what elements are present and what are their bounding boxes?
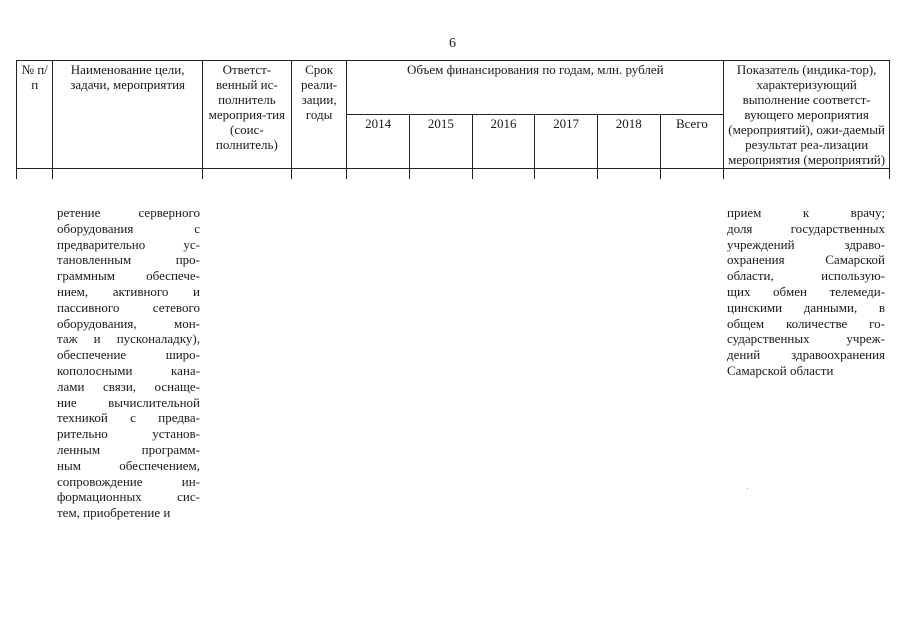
program-table [16, 60, 890, 179]
indicator-description-line: учреждений здраво- [727, 236, 885, 252]
activity-description-line: тановленным про- [57, 252, 200, 268]
activity-description-line: ленным программ- [57, 441, 200, 457]
header-year-2015: 2015 [410, 115, 473, 169]
indicator-description-line: щих обмен телемеди- [727, 283, 885, 299]
activity-description-line: таж и пусконаладку), [57, 331, 200, 347]
activity-description-line: ным обеспечением, [57, 457, 200, 473]
indicator-description-line: Самарской области [727, 362, 834, 378]
indicator-description-line: области, использую- [727, 268, 885, 284]
activity-description-line: сопровождение ин- [57, 473, 200, 489]
activity-description-line: граммным обеспече- [57, 268, 200, 284]
activity-description-line: лами связи, оснаще- [57, 378, 200, 394]
activity-description-line: нием, активного и [57, 283, 200, 299]
header-year-2017: 2017 [535, 115, 598, 169]
activity-description-line: формационных сис- [57, 489, 200, 505]
header-term: Срок реали-зации, годы [291, 61, 347, 169]
header-year-2018: 2018 [597, 115, 660, 169]
body-row-stub [17, 169, 890, 180]
activity-description-line: ние вычислительной [57, 394, 200, 410]
activity-description [57, 205, 200, 521]
header-total: Всего [660, 115, 724, 169]
header-indicator: Показатель (индика-тор), характеризующий выполнение соответст-вующего мероприятия (мероприятий), ожи-даемый результат реа-лизации мероприятия (мероприятий) [724, 61, 890, 169]
activity-description-line: предварительно ус- [57, 236, 200, 252]
indicator-description-line: дений здравоохранения [727, 347, 885, 363]
header-num: № п/п [17, 61, 53, 169]
header-row-1 [17, 61, 890, 115]
indicator-description-line: прием к врачу; [727, 205, 885, 220]
indicator-description-line: общем количестве го- [727, 315, 885, 331]
activity-description-line: ретение серверного [57, 205, 200, 220]
indicator-description-line: доля государственных [727, 220, 885, 236]
header-funding: Объем финансирования по годам, млн. рублей [347, 61, 724, 115]
activity-description-line: оборудования, мон- [57, 315, 200, 331]
header-name: Наименование цели, задачи, мероприятия [53, 61, 203, 169]
activity-description-line: обеспечение широ- [57, 347, 200, 363]
indicator-description [727, 205, 885, 379]
header-year-2014: 2014 [347, 115, 410, 169]
activity-description-line: оборудования с [57, 220, 200, 236]
header-responsible: Ответст-венный ис-полнитель мероприя-тия (соис-полнитель) [202, 61, 291, 169]
indicator-description-line: цинскими данными, в [727, 299, 885, 315]
indicator-description-line: сударственных учреж- [727, 331, 885, 347]
activity-description-line: кополосными кана- [57, 362, 200, 378]
header-year-2016: 2016 [472, 115, 535, 169]
activity-description-line: пассивного сетевого [57, 299, 200, 315]
page-number: 6 [449, 36, 456, 51]
activity-description-line: тем, приобретение и [57, 505, 171, 521]
indicator-description-line: охранения Самарской [727, 252, 885, 268]
scan-speck [747, 488, 748, 489]
activity-description-line: рительно установ- [57, 426, 200, 442]
activity-description-line: техникой с предва- [57, 410, 200, 426]
